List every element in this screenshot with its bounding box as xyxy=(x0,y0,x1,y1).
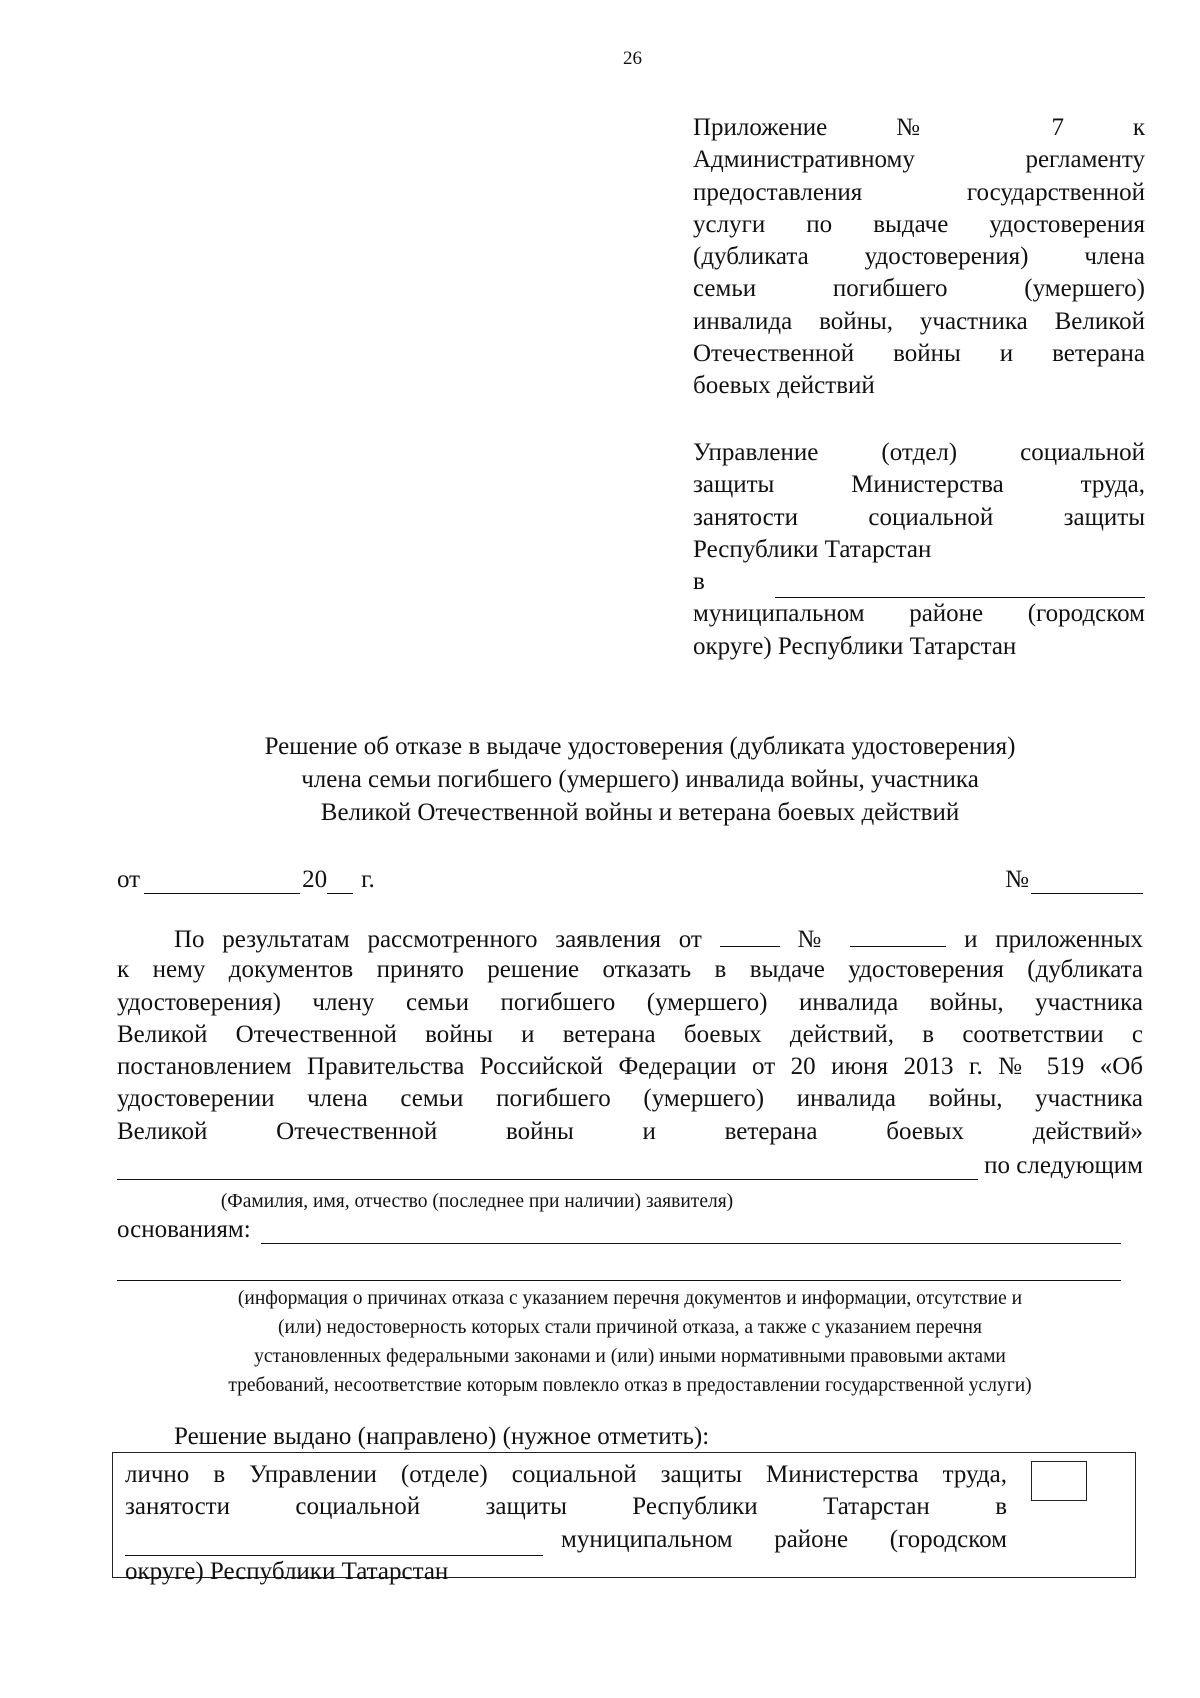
date-number-row xyxy=(117,860,1143,894)
delivery-option-checkbox[interactable] xyxy=(1031,1461,1087,1501)
body-line: к нему документов принято решение отказать в выдаче удостоверения (дубликата xyxy=(117,956,1143,984)
grounds-row xyxy=(117,1216,1121,1244)
year-label: 20 xyxy=(302,866,328,893)
annex-line: (дубликата удостоверения) члена xyxy=(693,243,1145,271)
annex-line: предоставления государственной xyxy=(693,178,1145,206)
grounds-hint xyxy=(117,1284,1143,1400)
applicant-name-row xyxy=(117,1152,1143,1180)
grounds-hint-line: установленных федеральными законами и (или) иными нормативными правовыми актами xyxy=(254,1346,1006,1367)
district-prefix: в xyxy=(693,568,705,596)
body-application-text: По результатам рассмотренного заявления от xyxy=(174,926,702,953)
district-blank-field[interactable] xyxy=(775,570,1145,598)
department-addressee xyxy=(693,437,1145,663)
title-line: Великой Отечественной войны и ветерана боевых действий xyxy=(320,799,960,826)
date-blank-field[interactable] xyxy=(144,867,300,894)
title-line: Решение об отказе в выдаче удостоверения (дубликата удостоверения) xyxy=(264,733,1016,760)
application-number-label: № xyxy=(797,926,833,953)
delivery-option-in-person xyxy=(125,1459,1007,1588)
page-number: 26 xyxy=(623,48,642,69)
delivery-option-line-3 xyxy=(125,1524,1007,1556)
district-fill-row xyxy=(693,566,1145,598)
body-line: удостоверения) члену семьи погибшего (умершего) инвалида войны, участника xyxy=(117,988,1143,1016)
application-date-blank[interactable] xyxy=(720,922,780,947)
department-line: муниципальном районе (городском xyxy=(693,600,1145,628)
department-line: Управление (отдел) социальной xyxy=(693,439,1145,466)
delivery-option-line: округе) Республики Татарстан xyxy=(125,1557,449,1585)
grounds-hint-line: требований, несоответствие которым повлекло отказ в предоставлении государственной услуги) xyxy=(228,1375,1032,1396)
year-suffix: г. xyxy=(361,866,375,893)
title-line: члена семьи погибшего (умершего) инвалида войны, участника xyxy=(301,766,979,793)
body-line: постановлением Правительства Российской Федерации от 20 июня 2013 г. № 519 «Об xyxy=(117,1053,1143,1081)
body-line: Великой Отечественной войны и ветерана боевых действий» xyxy=(117,1117,1143,1145)
annex-line: услуги по выдаче удостоверения xyxy=(693,210,1145,238)
delivery-options-table xyxy=(112,1452,1136,1585)
annex-line: семьи погибшего (умершего) xyxy=(693,275,1145,303)
delivery-option-line: лично в Управлении (отделе) социальной защиты Министерства труда, xyxy=(125,1461,1007,1488)
number-blank-field[interactable] xyxy=(1031,867,1143,894)
annex-line: Административному регламенту xyxy=(693,146,1145,174)
date-from-label: от xyxy=(117,866,141,893)
department-line: защиты Министерства труда, xyxy=(693,471,1145,499)
annex-line: Приложение № 7 к xyxy=(693,114,1145,141)
applicant-hint: (Фамилия, имя, отчество (последнее при наличии) заявителя) xyxy=(220,1191,734,1212)
annex-header xyxy=(693,112,1145,403)
issued-label: Решение выдано (направлено) (нужное отметить): xyxy=(174,1423,710,1450)
department-line: округе) Республики Татарстан xyxy=(693,632,1017,660)
grounds-hint-line: (информация о причинах отказа с указанием перечня документов и информации, отсутствие и xyxy=(237,1288,1023,1309)
body-line: Великой Отечественной войны и ветерана боевых действий, в соответствии с xyxy=(117,1020,1143,1048)
decision-body xyxy=(117,922,1143,1148)
annex-line: Отечественной войны и ветерана xyxy=(693,340,1145,368)
grounds-blank-2[interactable] xyxy=(117,1254,1121,1281)
body-line: удостоверении члена семьи погибшего (умершего) инвалида войны, участника xyxy=(117,1085,1143,1113)
annex-line: инвалида войны, участника Великой xyxy=(693,307,1145,335)
grounds-row-2 xyxy=(117,1255,1121,1281)
department-line: занятости социальной защиты xyxy=(693,503,1145,531)
application-number-blank[interactable] xyxy=(850,922,946,947)
grounds-label: основаниям: xyxy=(117,1216,251,1243)
grounds-hint-line: (или) недостоверность которых стали причиной отказа, а также с указанием перечня xyxy=(278,1317,982,1338)
body-attached-text: и приложенных xyxy=(964,926,1144,953)
number-label: № xyxy=(1005,866,1029,893)
annex-line: боевых действий xyxy=(693,372,875,400)
applicant-suffix: по следующим xyxy=(984,1152,1143,1179)
document-title xyxy=(0,730,1200,829)
body-line-1 xyxy=(117,922,1143,954)
delivery-district-blank[interactable] xyxy=(125,1529,543,1556)
delivery-option-line: занятости социальной защиты Республики Татарстан в xyxy=(125,1493,1007,1521)
applicant-name-blank[interactable] xyxy=(117,1153,978,1180)
delivery-option-line: муниципальном районе (городском xyxy=(561,1525,1007,1553)
year-blank-field[interactable] xyxy=(327,867,353,894)
department-line: Республики Татарстан xyxy=(693,535,932,563)
grounds-blank[interactable] xyxy=(261,1217,1121,1244)
